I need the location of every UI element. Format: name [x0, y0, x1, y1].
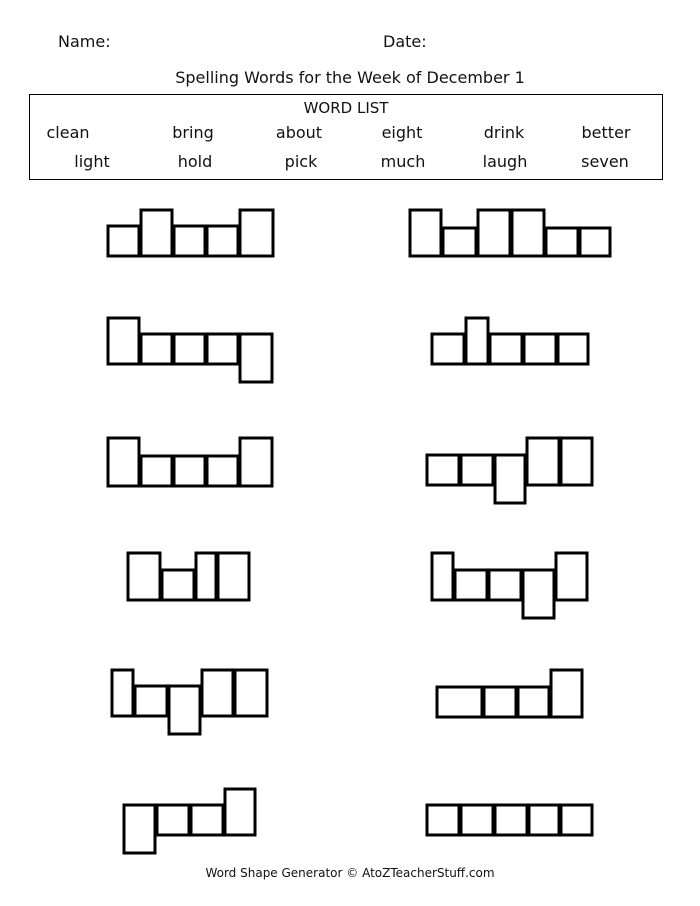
word-shape — [108, 318, 272, 382]
word-list-title: WORD LIST — [303, 99, 389, 117]
word-list-item: better — [581, 123, 631, 142]
letter-box — [432, 553, 453, 600]
letter-box — [240, 210, 273, 256]
page-title: Spelling Words for the Week of December 1 — [175, 68, 525, 87]
letter-box — [174, 456, 205, 486]
word-shape — [437, 670, 582, 717]
word-list-item: bring — [172, 123, 214, 142]
letter-box — [561, 805, 592, 835]
word-shape — [108, 210, 273, 256]
letter-box — [437, 687, 482, 717]
letter-box — [108, 226, 139, 256]
word-shape — [432, 553, 587, 618]
letter-box — [128, 553, 160, 600]
word-list-item: eight — [381, 123, 423, 142]
letter-box — [546, 228, 578, 256]
letter-box — [478, 210, 510, 256]
date-label: Date: — [383, 32, 427, 51]
letter-box — [512, 210, 544, 256]
letter-box — [124, 805, 155, 853]
letter-box — [207, 226, 238, 256]
word-shape — [427, 805, 592, 835]
letter-box — [112, 670, 133, 716]
word-list-item: seven — [581, 152, 629, 171]
letter-box — [410, 210, 441, 256]
letter-box — [169, 686, 200, 734]
letter-box — [484, 687, 516, 717]
word-list-item: laugh — [482, 152, 528, 171]
letter-box — [466, 318, 488, 364]
letter-box — [443, 228, 476, 256]
word-shape — [124, 789, 255, 853]
word-list-item: much — [380, 152, 426, 171]
letter-box — [455, 570, 487, 600]
word-list-item: pick — [284, 152, 318, 171]
letter-box — [141, 210, 172, 256]
letter-box — [240, 438, 272, 486]
word-list-item: light — [74, 152, 110, 171]
letter-box — [174, 226, 205, 256]
letter-box — [207, 334, 238, 364]
letter-box — [490, 334, 522, 364]
letter-box — [135, 686, 167, 716]
letter-box — [523, 570, 554, 618]
word-list-item: about — [275, 123, 323, 142]
word-shape — [128, 553, 249, 600]
letter-box — [527, 438, 559, 485]
footer-credit: Word Shape Generator © AtoZTeacherStuff.com — [205, 866, 495, 880]
letter-box — [108, 318, 139, 364]
letter-box — [191, 805, 223, 835]
word-shape — [108, 438, 272, 486]
letter-box — [141, 334, 172, 364]
letter-box — [240, 334, 272, 382]
word-shape — [427, 438, 592, 503]
name-label: Name: — [58, 32, 111, 51]
letter-box — [432, 334, 464, 364]
letter-box — [427, 455, 459, 485]
letter-box — [524, 334, 556, 364]
letter-box — [218, 553, 249, 600]
word-list-item: clean — [46, 123, 90, 142]
letter-box — [174, 334, 205, 364]
letter-box — [461, 805, 493, 835]
letter-box — [461, 455, 493, 485]
letter-box — [235, 670, 267, 716]
letter-box — [108, 438, 139, 486]
letter-box — [225, 789, 255, 835]
letter-box — [495, 455, 525, 503]
word-shape — [432, 318, 588, 364]
letter-box — [551, 670, 582, 717]
letter-box — [580, 228, 610, 256]
letter-box — [207, 456, 238, 486]
letter-box — [162, 570, 194, 600]
letter-box — [556, 553, 587, 600]
word-list-item: hold — [177, 152, 213, 171]
word-shape — [112, 670, 267, 734]
letter-box — [427, 805, 459, 835]
letter-box — [196, 553, 216, 600]
word-shape — [410, 210, 610, 256]
letter-box — [157, 805, 189, 835]
letter-box — [495, 805, 527, 835]
letter-box — [558, 334, 588, 364]
word-list-item: drink — [483, 123, 525, 142]
letter-box — [561, 438, 592, 485]
letter-box — [141, 456, 172, 486]
letter-box — [518, 687, 549, 717]
letter-box — [489, 570, 521, 600]
letter-box — [529, 805, 559, 835]
letter-box — [202, 670, 233, 716]
